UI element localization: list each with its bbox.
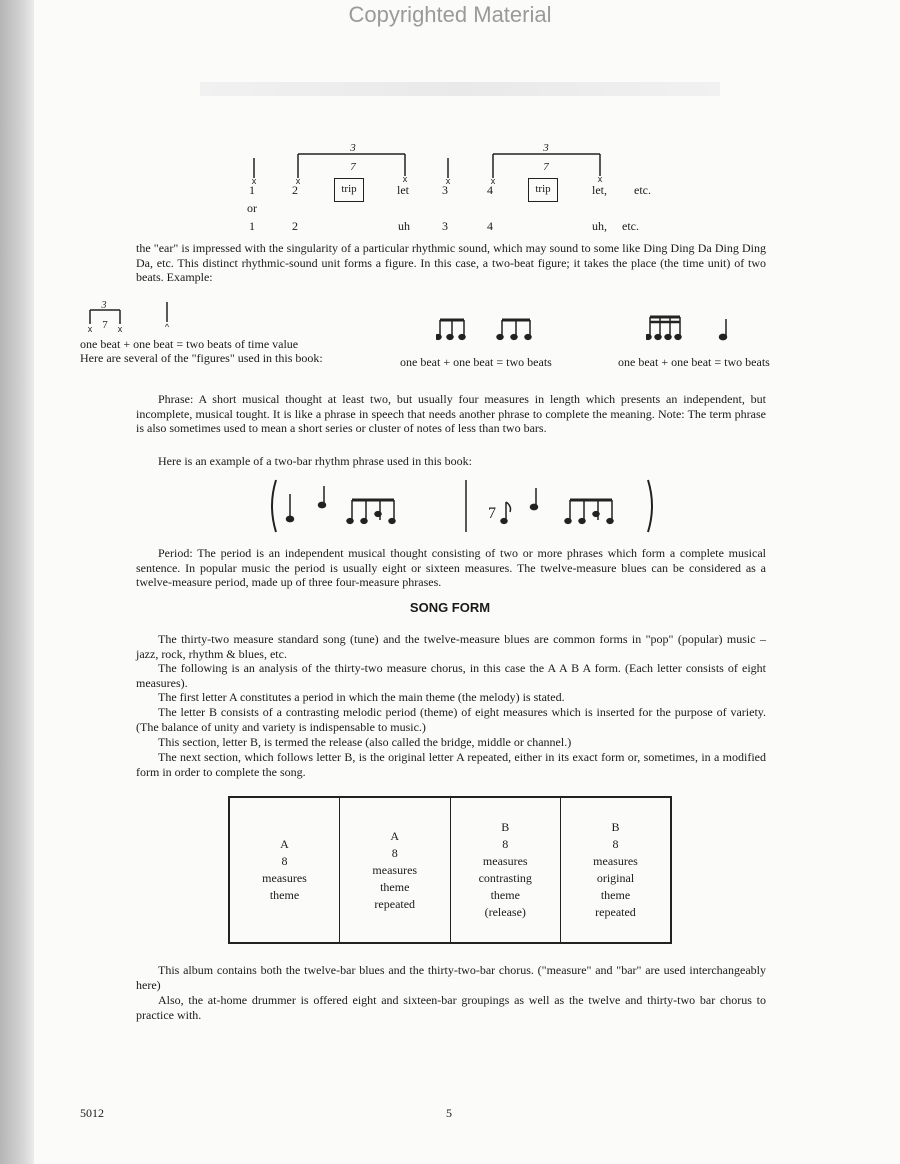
- song-form-p5: This section, letter B, is termed the release (also called the bridge, middle or channel.): [158, 735, 572, 749]
- closing-p1: This album contains both the twelve-bar blues and the thirty-two-bar chorus. ("measure" and "bar" are used interchangeably here): [136, 963, 766, 992]
- closing-p2: Also, the at-home drummer is offered eight and sixteen-bar groupings as well as the twelve and thirty-two bar chorus to practice with.: [136, 993, 766, 1022]
- closing-paragraph: [136, 963, 766, 992]
- svg-text:7: 7: [488, 505, 496, 522]
- phrase-example-intro: Here is an example of a two-bar rhythm phrase used in this book:: [158, 454, 472, 468]
- svg-text:7: 7: [350, 161, 356, 173]
- intro-paragraph: the "ear" is impressed with the singularity of a particular rhythmic sound, which may sound to some like Ding Ding Da Ding Ding Da, etc. This distinct rhythmic-sound unit forms a figure. In this case, a two-beat figure; it takes the place (the time unit) of two beats. Example:: [136, 241, 766, 285]
- song-form-paragraph: [136, 661, 766, 690]
- svg-text:3: 3: [543, 142, 549, 154]
- period-definition-text: Period: The period is an independent musical thought consisting of two or more phrases which form a complete musical sentence. In popular music the period is usually eight or sixteen measures. The twelve-measure blues can be considered as a twelve-measure period, made up of three four-measure phrases.: [136, 546, 766, 590]
- two-beat-figure-notation: [82, 300, 182, 336]
- svg-text:7: 7: [102, 319, 108, 331]
- count-label: 1: [249, 183, 255, 197]
- closing-paragraph: [136, 993, 766, 1022]
- count-label: 4: [487, 219, 493, 233]
- svg-text:x: x: [295, 176, 301, 186]
- count-label: 4: [487, 183, 493, 197]
- table-cell-a1: A 8 measures theme: [229, 797, 340, 943]
- section-heading: SONG FORM: [409, 600, 491, 615]
- svg-text:3: 3: [101, 300, 107, 311]
- trip-box: trip: [334, 178, 364, 202]
- phrase-definition: [136, 392, 766, 436]
- song-form-p3: The first letter A constitutes a period in which the main theme (the melody) is stated.: [158, 690, 565, 704]
- table-cell-a2: A 8 measures theme repeated: [340, 797, 451, 943]
- trip-box: trip: [528, 178, 558, 202]
- figure-label: Here are several of the "figures" used in this book:: [80, 351, 323, 365]
- svg-text:x: x: [445, 176, 451, 186]
- period-definition: [136, 546, 766, 590]
- count-label: etc.: [622, 219, 639, 233]
- svg-text:x: x: [251, 176, 257, 186]
- sixteenth-note-figure: [646, 312, 736, 344]
- svg-text:x: x: [490, 176, 496, 186]
- phrase-definition-text: Phrase: A short musical thought at least two, but usually four measures in length which presents an independent, but incomplete, musical tought. It is like a phrase in speech that needs another phrase to complete the meaning. Note: The term phrase is also sometimes used to mean a short series or cluster of notes of less than two bars.: [136, 392, 766, 436]
- faded-text-line: [200, 82, 720, 96]
- song-form-p4: The letter B consists of a contrasting melodic period (theme) of eight measures which is inserted for the purpose of variety. (The balance of unity and variety is indispensable to music.): [136, 705, 766, 734]
- song-form-p6: The next section, which follows letter B, is the original letter A repeated, either in its exact form or, sometimes, in a modified form in order to complete the song.: [136, 750, 766, 779]
- svg-text:3: 3: [350, 142, 356, 154]
- watermark: Copyrighted Material: [348, 2, 552, 27]
- count-label: 3: [442, 183, 448, 197]
- figure-label: one beat + one beat = two beats: [400, 355, 552, 369]
- svg-text:x: x: [597, 174, 603, 184]
- count-label: let,: [592, 183, 607, 197]
- count-label: 2: [292, 219, 298, 233]
- catalog-code: 5012: [80, 1106, 104, 1120]
- count-label: etc.: [634, 183, 651, 197]
- binding-shadow: [0, 0, 34, 1164]
- page-number: 5: [446, 1106, 452, 1120]
- count-label: uh: [398, 219, 410, 233]
- svg-text:7: 7: [543, 161, 549, 173]
- song-form-paragraph: [136, 705, 766, 734]
- song-form-paragraph: [136, 632, 766, 661]
- count-label: uh,: [592, 219, 607, 233]
- count-label: 2: [292, 183, 298, 197]
- or-label: or: [247, 201, 257, 215]
- song-form-table: [228, 796, 672, 944]
- count-label: 1: [249, 219, 255, 233]
- table-cell-a3: B 8 measures original theme repeated: [561, 797, 672, 943]
- table-cell-b: B 8 measures contrasting theme (release): [450, 797, 561, 943]
- figure-label: one beat + one beat = two beats: [618, 355, 770, 369]
- table-row: [229, 797, 671, 943]
- svg-text:x: x: [87, 324, 93, 334]
- figure-label: one beat + one beat = two beats of time value: [80, 337, 299, 351]
- svg-text:x: x: [402, 174, 408, 184]
- count-label: let: [397, 183, 409, 197]
- count-label: 3: [442, 219, 448, 233]
- song-form-paragraph: [136, 750, 766, 779]
- eighth-note-figures: [436, 316, 546, 344]
- svg-text:x: x: [117, 324, 123, 334]
- song-form-p1: The thirty-two measure standard song (tune) and the twelve-measure blues are common forms in "pop" (popular) music – jazz, rock, rhythm & blues, etc.: [136, 632, 766, 661]
- rhythm-phrase-notation: [266, 474, 666, 538]
- svg-text:^: ^: [164, 322, 170, 332]
- song-form-p2: The following is an analysis of the thirty-two measure chorus, in this case the A A B A form. (Each letter consists of eight measures).: [136, 661, 766, 690]
